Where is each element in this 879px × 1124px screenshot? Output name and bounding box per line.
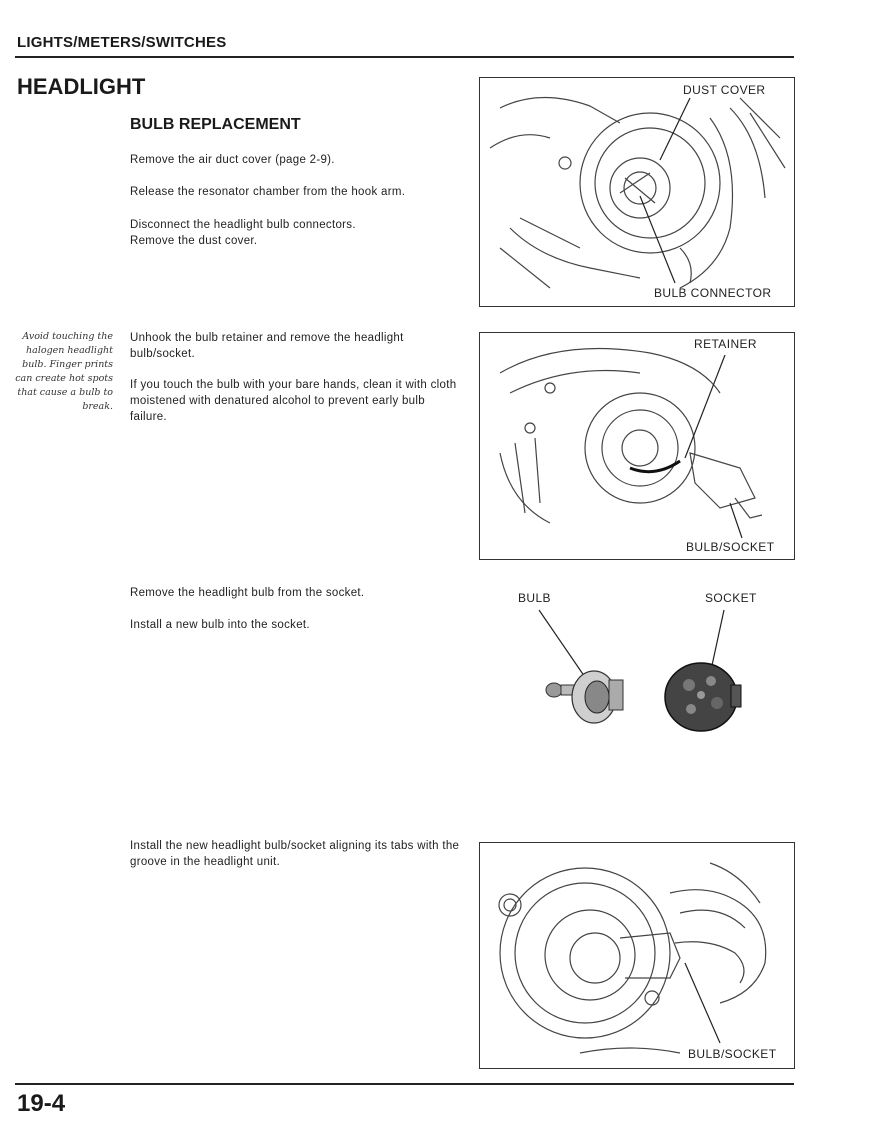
section-header: LIGHTS/METERS/SWITCHES <box>17 34 227 51</box>
page-number: 19-4 <box>17 1090 66 1117</box>
figure-bulb-socket <box>479 585 793 765</box>
figure-dust-cover <box>479 77 795 307</box>
footer-rule <box>15 1083 794 1085</box>
retainer-illustration <box>480 333 794 559</box>
label-socket: SOCKET <box>705 591 757 605</box>
label-retainer: RETAINER <box>694 337 757 351</box>
socket-leader <box>711 610 724 670</box>
bulb-icon <box>546 671 623 723</box>
retainer-leader <box>685 355 725 458</box>
label-bulb-socket-1: BULB/SOCKET <box>686 540 775 554</box>
label-bulb-socket-2: BULB/SOCKET <box>688 1047 777 1061</box>
install-socket-illustration <box>480 843 794 1068</box>
step-release-resonator: Release the resonator chamber from the hook arm. <box>130 186 406 198</box>
step-touch-warning: If you touch the bulb with your bare hands, clean it with cloth moistened with denatured alcohol to prevent early bulb failure. <box>130 379 457 423</box>
bulb-socket-leader-2 <box>685 963 720 1043</box>
header-rule <box>15 56 794 58</box>
step-remove-bulb: Remove the headlight bulb from the socket. <box>130 587 365 599</box>
step-disconnect-connectors: Disconnect the headlight bulb connectors. <box>130 219 356 231</box>
figure-retainer <box>479 332 795 560</box>
step-disconnect-group <box>130 217 460 249</box>
label-bulb-connector: BULB CONNECTOR <box>654 286 772 300</box>
label-bulb: BULB <box>518 591 551 605</box>
dust-cover-leader <box>660 98 690 160</box>
step-unhook-retainer: Unhook the bulb retainer and remove the headlight bulb/socket. <box>130 332 404 360</box>
bulb-connector-leader <box>640 196 675 283</box>
bulb-leader <box>539 610 589 683</box>
headlight-housing-illustration <box>480 78 794 306</box>
step-remove-duct: Remove the air duct cover (page 2-9). <box>130 154 335 166</box>
bulb-and-socket-illustration <box>479 585 793 765</box>
page-title: HEADLIGHT <box>17 74 146 99</box>
socket-icon <box>665 663 741 731</box>
step-remove-dust-cover: Remove the dust cover. <box>130 235 258 247</box>
figure-install-socket <box>479 842 795 1069</box>
label-dust-cover: DUST COVER <box>683 83 766 97</box>
step-install-socket: Install the new headlight bulb/socket aligning its tabs with the groove in the headlight unit. <box>130 840 460 868</box>
bulb-socket-leader-1 <box>730 503 742 538</box>
side-note: Avoid touching the halogen headlight bulb. Finger prints can create hot spots that cause a bulb to break. <box>15 331 113 412</box>
step-install-bulb: Install a new bulb into the socket. <box>130 619 310 631</box>
section-subtitle: BULB REPLACEMENT <box>130 116 301 133</box>
